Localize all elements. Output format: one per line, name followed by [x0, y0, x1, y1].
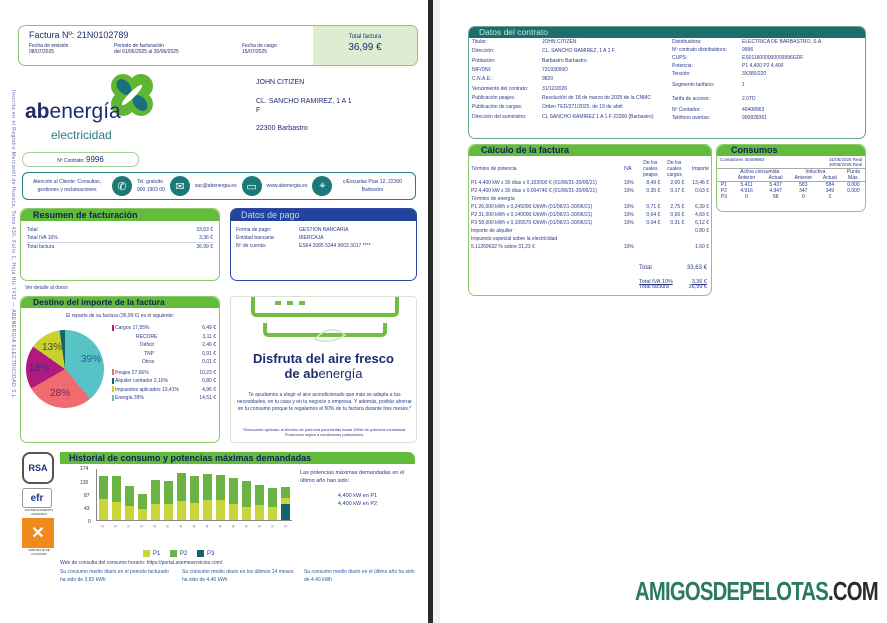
bar-p1 [242, 507, 251, 520]
customer-service-bar [22, 172, 416, 200]
promo-body: Te ayudamos a elegir el aire acondicionado que más se adapta a tus necesidades, en tu casa y en tu negocio o empresa. Y además, podrás ahorrar en tu consumo porque te regalamos el 50% de tu factura durante tres meses.* [237, 392, 412, 412]
contract-row: Nº contrato distribuidora: 9996 [672, 47, 754, 53]
consumption-title: Consumos [717, 145, 865, 156]
customer-service-text: Atención al Cliente: Consultas, gestiones y reclamaciones [32, 179, 102, 193]
invoice-destination-panel [20, 296, 220, 443]
air-conditioning-promo [230, 296, 417, 443]
calculation-section-row: Impuesto especial sobre la electricidad [471, 236, 558, 242]
calculation-row: P3 58,000 kWh x 0,105570 €/kWh (01/06/21-30/06/21) 10% 0,04 € 0,31 € 6,12 € [471, 220, 709, 226]
bar-p2 [112, 476, 121, 502]
registry-side-text: Inscrita en el Registro Mercantil de Huesca, Tomo 430, Folio 1, Hoja HU-7432 — ABENERGIA ELECTRICIDAD S.L. [10, 90, 16, 400]
contract-row: Publicación peajes: Resolución de 18 de marzo de 2025 de la CNMC [472, 94, 651, 101]
reading-date-1: 31/05/2025 Real [828, 157, 862, 162]
calculation-row: P2 4,400 kW x 30 días x 0,004740 € (01/06/21-30/06/21) 10% 0,35 € 0,17 € 0,63 € [471, 188, 709, 194]
see-detail-note: Ver detalle al dorso [25, 285, 68, 291]
billing-summary-panel [20, 208, 220, 281]
email-icon: ✉ [170, 176, 190, 196]
bar-p1 [151, 504, 160, 520]
promo-title-de: de [284, 366, 300, 381]
chart-legend: P1 P2 P3 [143, 550, 214, 557]
brand-energia: energía [49, 100, 121, 123]
billing-summary-title: Resumen de facturación [21, 209, 219, 221]
bar-p2 [281, 487, 290, 498]
promo-footnote: *Descuento aplicado al término de potencia para tarifas hasta 10kW de potencia contratada. Promoción sujeta a condiciones particulares. [242, 427, 407, 437]
bar-p2 [242, 481, 251, 506]
payment-row: Entidad bancaria: IBERCAJA [236, 235, 324, 241]
watermark-green: AMIGOSDEPELOTAS [635, 576, 829, 606]
phone-number[interactable]: 900 1903 00 [137, 187, 165, 193]
meter-number: Contadores 40408963 [720, 157, 765, 162]
total-invoice-value: 36,99 € [348, 42, 382, 53]
bar-p1 [281, 498, 290, 505]
calculation-row: P1 26,000 kWh x 0,245000 €/kWh (01/06/21-30/06/21) 10% 0,71 € 2,75 € 6,39 € [471, 204, 709, 210]
issue-date-label: Fecha de emisión [29, 43, 69, 49]
consumption-row: P1 5.411 5.437 583 584 0,000 [720, 182, 860, 188]
brand-electricidad: electricidad [51, 128, 112, 142]
phone-icon: ✆ [112, 176, 132, 196]
charge-date: 15/07/2025 [242, 49, 268, 55]
avg-last-year: Su consumo medio diario en el último año ha sido de 4.40 kWh [304, 569, 415, 583]
summary-row: Total 33,63 € [27, 227, 213, 233]
legend-item: Peajes 27,66% 10,23 € [112, 369, 216, 378]
abenergia-logo [25, 72, 160, 147]
bar-p3 [281, 504, 290, 520]
consumer-arbitration-icon: ✕ [22, 518, 54, 548]
legend-subitem: Déficit 2,46 € [140, 342, 216, 348]
contract-number: 9996 [86, 155, 104, 164]
calculation-total: Total 33,63 € [639, 265, 707, 271]
max-power-p2: 4,400 kW en P2 [337, 501, 378, 507]
contract-row: Dirección del suministro: CL SANCHO RAMIREZ 1 A 1 F 22300 (Barbastro) [472, 113, 654, 120]
bar-p1 [268, 507, 277, 520]
contract-left-table [469, 38, 669, 122]
calculation-header-row: Término de potencia IVA De los cuales peajes De los cuales cargos Importe [471, 160, 709, 178]
consumption-table: Activa consumida Inductiva Punta Anterior Actual Anterior Actual Máx. P1 5.411 5.437 583 584 0,000 P2 4.916 4.947 347 349 0,000 P3 0 58 0 2 [717, 168, 865, 200]
y-tick: 87 [84, 493, 90, 499]
efr-badge-icon: efr [22, 488, 52, 508]
average-consumption [60, 568, 420, 584]
distribution-pie-chart [26, 330, 104, 408]
avg-14-months: Su consumo medio diario en los últimos 14 meses ha sido de 4,45 kWh [182, 569, 294, 583]
chart-plot-area [96, 469, 292, 521]
invoice-page-front [0, 0, 433, 623]
promo-brand-ab: ab [303, 366, 319, 381]
calculation-row: 5,11269632 % sobre 31,23 € 10% 1,60 € [471, 244, 709, 250]
charge-date-label: Fecha de cargo [242, 43, 277, 49]
legend-item: Cargos 17,55% 6,49 € [112, 324, 216, 333]
reading-date-2: 30/06/2025 Real [828, 162, 862, 167]
bar-p2 [125, 486, 134, 506]
invoice-number-label: Factura Nº: [29, 30, 75, 40]
contract-row: Segmento tarifario: 1 [672, 82, 745, 88]
bar-p1 [229, 504, 238, 520]
bar-p1 [138, 509, 147, 520]
email-link[interactable]: sac@abenergia.es [194, 183, 237, 189]
arbitration-caption: ARBITRAJE DE CONSUMO [28, 548, 50, 556]
calculation-table [469, 159, 711, 251]
max-power-text: Las potencias máximas demandadas en el último año han sido: [300, 470, 405, 484]
y-tick: 43 [84, 506, 90, 512]
avg-period: Su consumo medio diario en el periodo facturado ha sido de 3,83 kWh [60, 569, 169, 583]
calculation-title: Cálculo de la factura [469, 145, 711, 156]
bar-p1 [255, 505, 264, 520]
payment-row: Nº de cuenta: ES64 2085 5344 9603 3017 **** [236, 243, 371, 249]
contract-row: Titular: JOHN CITIZEN [472, 39, 577, 45]
y-tick: 0 [88, 519, 91, 525]
contract-row: Vencimiento del contrato: 31/12/2026 [472, 85, 568, 92]
office-address: c/Escuelas Pías 12, 22300 Barbastro [342, 179, 403, 193]
bar-p2 [99, 476, 108, 499]
bar-p2 [177, 473, 186, 501]
bar-p1 [216, 500, 225, 520]
contract-row: Tensión: 3X380/220 [672, 71, 767, 77]
pie-label-impuestos: 13% [42, 342, 63, 353]
invoice-number: 21N0102789 [76, 30, 129, 40]
consumption-bar-chart [60, 466, 300, 566]
bar-p1 [190, 503, 199, 520]
customer-address-line2: F [256, 107, 261, 115]
contract-row: CUPS: ES0116000000009996GDF [672, 55, 804, 61]
customer-name: JOHN CITIZEN [256, 79, 305, 86]
contract-row: NIF/DNI: 73193000D [472, 66, 568, 73]
customer-address [256, 78, 352, 133]
consumption-panel [716, 144, 866, 212]
contract-row: Tarifa de acceso: 2.0TD [672, 96, 756, 102]
summary-row-total: Total factura 36,99 € [27, 244, 213, 250]
computer-monitor-icon: ▭ [242, 176, 262, 196]
pie-label-cargos: 18% [29, 363, 50, 374]
promo-title-line1: Disfruta del aire fresco [253, 351, 394, 366]
issue-date: 08/07/2025 [29, 49, 55, 55]
legend-item: Impuestos aplicados 13,41% 4,96 € [112, 386, 216, 395]
bar-p1 [164, 504, 173, 520]
legend-item: Energía 39% 14,51 € [112, 394, 216, 403]
calculation-row: Importe de alquiler 0,80 € [471, 228, 709, 234]
customer-address-line1: CL. SANCHO RAMIREZ, 1 A 1 [256, 98, 352, 106]
legend-item: Alquiler contador 2,16% 0,80 € [112, 377, 216, 386]
calculation-totals: Total IVA 10% 3,36 € Total factura 36,99 € [639, 279, 707, 290]
bar-p2 [190, 476, 199, 503]
contract-number-box [22, 152, 139, 167]
bar-p2 [138, 494, 147, 510]
consumption-history-title: Historial de consumo y potencias máximas demandadas [60, 452, 415, 464]
phone-label: Tel. gratuito [137, 179, 163, 185]
bar-p1 [112, 502, 121, 520]
consumption-row: P3 0 58 0 2 [720, 194, 832, 200]
payment-row: Forma de pago: GESTION BANCARIA [236, 227, 349, 233]
rsa-seal-icon: RSA [22, 452, 54, 484]
contract-row: Población: Barbastro Barbastro [472, 57, 587, 64]
bar-p2 [268, 488, 277, 507]
contract-row: Nº Contador: 40408963 [672, 107, 765, 113]
website-link[interactable]: www.abenergia.es [266, 183, 308, 189]
invoice-header [18, 25, 418, 66]
bar-p2 [164, 481, 173, 505]
legend-subitem: TNP 0,91 € [144, 350, 216, 357]
max-power-info [300, 469, 415, 508]
bar-p1 [203, 500, 212, 520]
watermark [635, 576, 878, 607]
bar-p2 [229, 478, 238, 504]
promo-brand-energia: energía [318, 366, 363, 381]
contract-row: Publicación de cargos: Orden TED/371/2025, de 19 de abril [472, 104, 623, 111]
calculation-row: P2 31,000 kWh x 0,140000 €/kWh (01/06/21-30/06/21) 10% 0,64 € 0,66 € 4,83 € [471, 212, 709, 218]
consumption-row: P2 4.916 4.947 347 349 0,000 [720, 188, 860, 194]
y-tick: 174 [80, 466, 89, 472]
bar-p2 [203, 474, 212, 500]
contract-row: Dirección: CL. SANCHO RAMIREZ, 1 A 1 F [472, 48, 615, 55]
destination-subtitle: El reparto de su factura (36,99 €) es el siguiente: [65, 313, 175, 319]
calculation-row: P1 4,400 kW x 30 días x 0,102000 € (01/06/21-30/06/21) 10% 8,49 € 2,00 € 13,46 € [471, 180, 709, 186]
bar-p2 [255, 485, 264, 505]
billing-period: del 01/06/2025 al 30/06/2025 [114, 49, 179, 55]
bar-p2 [151, 480, 160, 504]
invoice-calculation-panel [468, 144, 712, 296]
bar-p1 [177, 501, 186, 520]
max-power-p1: 4,400 kW en P1 [337, 493, 378, 499]
calculation-section-row: Término de energía [471, 196, 515, 202]
hourly-consumption-web[interactable]: Web de consulta del consumo horario: https://portal.asemeservicios.com/ [60, 560, 223, 566]
bar-p1 [125, 506, 134, 520]
x-axis-labels: ||| ||| ||| ||| ||| ||| ||| ||| ||| ||| ||| ||| ||| ||| ||| [101, 524, 287, 528]
contract-data-panel [468, 26, 866, 139]
contract-data-title: Datos del contrato [469, 27, 865, 38]
brand-ab: ab [25, 100, 50, 123]
contract-right-table [669, 38, 865, 122]
invoice-page-back [440, 0, 887, 623]
distribution-legend [112, 324, 216, 403]
bar-p1 [99, 499, 108, 520]
watermark-dark: .COM [828, 576, 878, 606]
contract-row: Distribuidora: ELECTRICA DE BARBASTRO, S.A. [672, 39, 823, 45]
air-conditioner-icon [245, 296, 405, 343]
location-pin-icon: ⌖ [312, 176, 332, 196]
billing-period-label: Periodo de facturación [114, 43, 165, 49]
customer-city: 22300 Barbastro [256, 125, 308, 133]
pie-label-peajes: 28% [50, 388, 71, 399]
pie-label-energia: 39% [81, 354, 102, 365]
contract-row: C.N.A.E.: 9820 [472, 76, 554, 83]
y-tick: 130 [80, 480, 89, 486]
contract-row: Potencia: P1 4,400 P2 4,400 [672, 63, 784, 69]
contract-row: Teléfono averías: 900828361 [672, 115, 768, 121]
total-invoice-label: Total factura [348, 34, 382, 40]
bar-p2 [216, 475, 225, 500]
summary-row: Total IVA 10% 3,36 € [27, 235, 213, 241]
legend-subitem: RECORE 3,11 € [136, 333, 216, 340]
payment-data-panel [230, 208, 417, 281]
destination-title: Destino del importe de la factura [21, 297, 219, 308]
certifications [22, 452, 56, 556]
contract-number-label: Nº Contrato: [57, 158, 85, 164]
efr-caption: ESTABLECIMIENTO ADHERIDO [25, 508, 53, 516]
legend-subitem: Otros 0,01 € [142, 359, 216, 365]
payment-data-title: Datos de pago [231, 209, 416, 221]
